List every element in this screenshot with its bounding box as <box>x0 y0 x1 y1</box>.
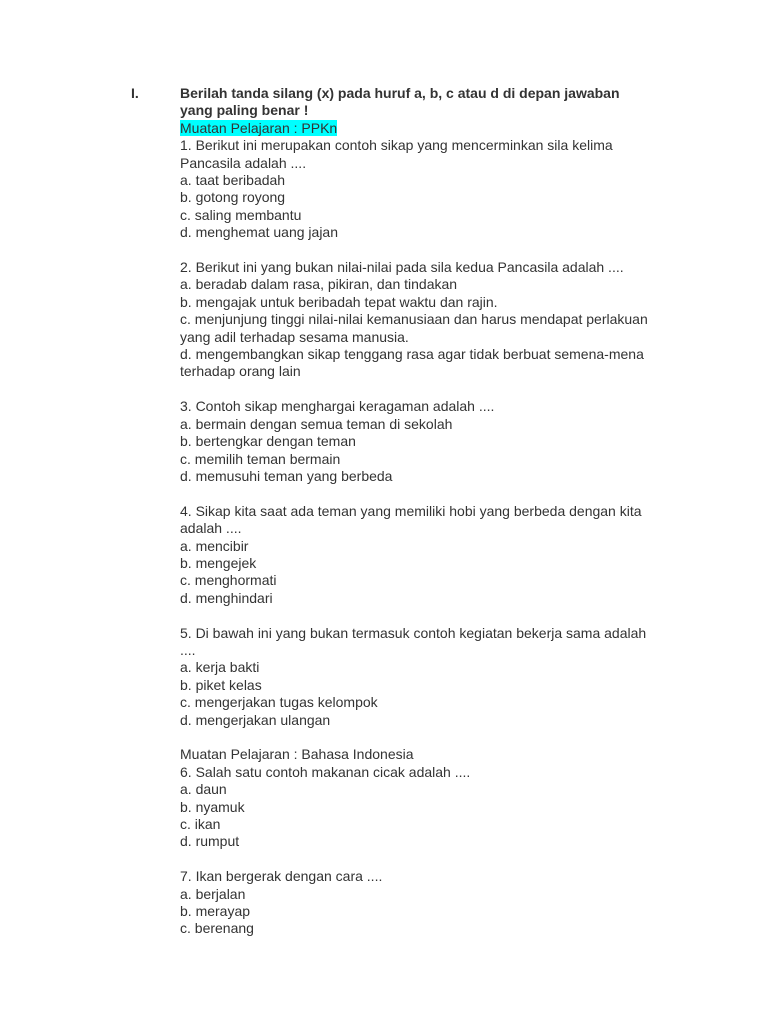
question-2-text: 2. Berikut ini yang bukan nilai-nilai pada sila kedua Pancasila adalah .... <box>180 259 624 276</box>
spacer <box>180 729 680 746</box>
question-3-option-d: d. memusuhi teman yang berbeda <box>180 467 393 484</box>
question-2-option-b: b. mengajak untuk beribadah tepat waktu dan rajin. <box>180 293 498 310</box>
question-6-option-b: b. nyamuk <box>180 798 245 815</box>
instruction-line-2: yang paling benar ! <box>180 102 309 119</box>
question-4-option-d: d. menghindari <box>180 589 273 606</box>
subject-heading-bahasa-indonesia: Muatan Pelajaran : Bahasa Indonesia <box>180 746 414 763</box>
spacer <box>180 485 680 502</box>
question-3-option-b: b. bertengkar dengan teman <box>180 433 356 450</box>
question-5-text: 5. Di bawah ini yang bukan termasuk contoh kegiatan bekerja sama adalah <box>180 624 647 641</box>
question-3-text: 3. Contoh sikap menghargai keragaman adalah .... <box>180 398 495 415</box>
question-1-text: 1. Berikut ini merupakan contoh sikap yang mencerminkan sila kelima <box>180 137 613 154</box>
question-2-option-c-cont: yang adil terhadap sesama manusia. <box>180 328 409 345</box>
question-6-option-a: a. daun <box>180 781 227 798</box>
question-2-option-d: d. mengembangkan sikap tenggang rasa agar tidak berbuat semena-mena <box>180 346 644 363</box>
question-6-option-d: d. rumput <box>180 833 240 850</box>
question-5-option-b: b. piket kelas <box>180 676 262 693</box>
question-7-text: 7. Ikan bergerak dengan cara .... <box>180 868 383 885</box>
question-2-option-a: a. beradab dalam rasa, pikiran, dan tindakan <box>180 276 458 293</box>
question-5-option-c: c. mengerjakan tugas kelompok <box>180 694 378 711</box>
question-4-text: 4. Sikap kita saat ada teman yang memiliki hobi yang berbeda dengan kita <box>180 502 642 519</box>
question-content <box>180 85 680 938</box>
spacer <box>180 381 680 398</box>
subject-highlight: Muatan Pelajaran : PPKn <box>180 119 338 136</box>
question-6-text: 6. Salah satu contoh makanan cicak adalah .... <box>180 763 471 780</box>
question-4-option-b: b. mengejek <box>180 554 257 571</box>
question-1-option-c: c. saling membantu <box>180 206 302 223</box>
section-number: I. <box>131 85 139 101</box>
question-1-option-a: a. taat beribadah <box>180 172 286 189</box>
question-1-option-d: d. menghemat uang jajan <box>180 224 338 241</box>
question-7-option-a: a. berjalan <box>180 885 246 902</box>
question-2-option-d-cont: terhadap orang lain <box>180 363 301 380</box>
question-1-option-b: b. gotong royong <box>180 189 286 206</box>
question-4-option-c: c. menghormati <box>180 572 277 589</box>
question-5-text-cont: .... <box>180 641 196 658</box>
subject-heading-ppkn <box>180 120 680 137</box>
question-5-option-d: d. mengerjakan ulangan <box>180 711 331 728</box>
question-2-option-c: c. menjunjung tinggi nilai-nilai kemanusiaan dan harus mendapat perlakuan <box>180 311 648 328</box>
spacer <box>180 851 680 868</box>
question-7-option-c: c. berenang <box>180 920 254 937</box>
question-1-text-cont: Pancasila adalah .... <box>180 154 307 171</box>
question-3-option-a: a. bermain dengan semua teman di sekolah <box>180 415 453 432</box>
question-4-option-a: a. mencibir <box>180 537 249 554</box>
question-4-text-cont: adalah .... <box>180 520 242 537</box>
spacer <box>180 607 680 624</box>
spacer <box>180 242 680 259</box>
question-5-option-a: a. kerja bakti <box>180 659 260 676</box>
question-3-option-c: c. memilih teman bermain <box>180 450 341 467</box>
question-7-option-b: b. merayap <box>180 903 251 919</box>
instruction-line-1: Berilah tanda silang (x) pada huruf a, b, c atau d di depan jawaban <box>180 85 620 101</box>
question-6-option-c: c. ikan <box>180 815 221 832</box>
